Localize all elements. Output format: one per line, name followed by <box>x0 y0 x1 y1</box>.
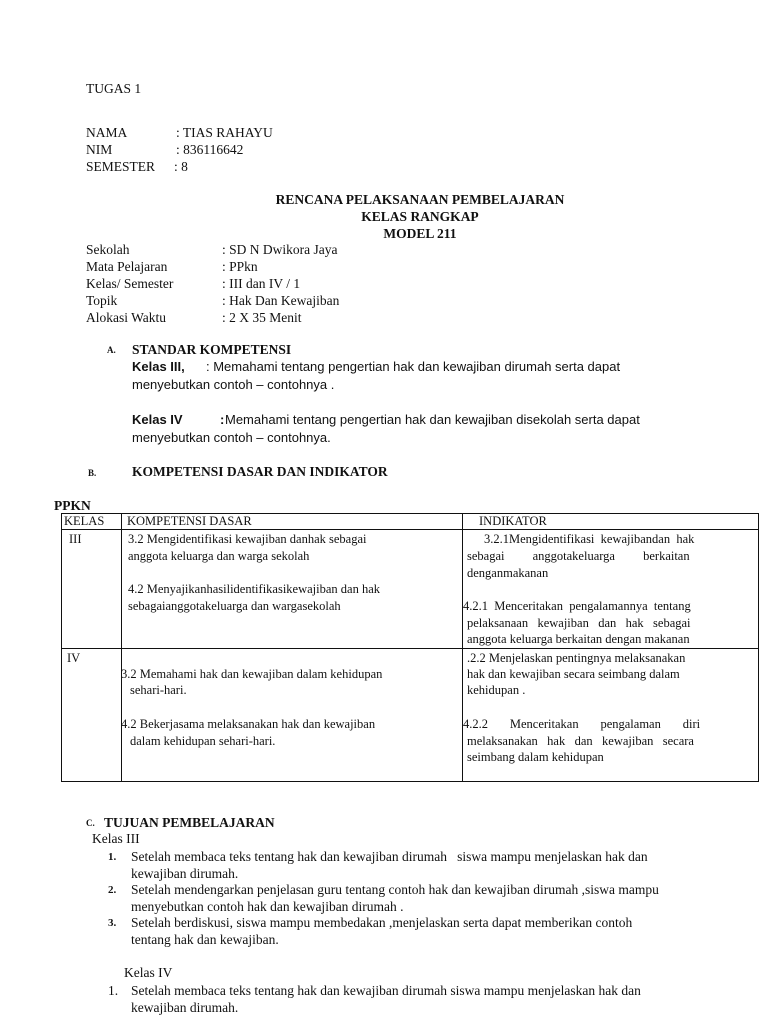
info-label: Alokasi Waktu <box>86 310 167 325</box>
info-value: : III dan IV / 1 <box>222 276 301 291</box>
kd-text: dalam kehidupan sehari-hari. <box>130 734 276 748</box>
list-number: 2. <box>108 884 117 896</box>
info-value: : Hak Dan Kewajiban <box>222 293 340 308</box>
indikator-text: 4.2.1 Menceritakan pengalamannya tentang <box>463 599 691 613</box>
doc-title-line3: MODEL 211 <box>383 226 457 241</box>
objective-text: tentang hak dan kewajiban. <box>131 932 279 947</box>
kelas3-standard-line2: menyebutkan contoh – contohnya . <box>132 377 335 392</box>
objective-text: kewajiban dirumah. <box>131 866 239 881</box>
kd-text: 4.2 Bekerjasama melaksanakan hak dan kewajiban <box>121 717 376 731</box>
objective-text: Setelah berdiskusi, siswa mampu membedakan ,menjelaskan serta dapat memberikan contoh <box>131 915 633 930</box>
kelas4-standard-line1: Memahami tentang pengertian hak dan kewajiban disekolah serta dapat <box>225 412 640 427</box>
semester-value: : 8 <box>174 159 188 174</box>
document-heading: TUGAS 1 <box>86 81 142 96</box>
doc-title-line2: KELAS RANGKAP <box>361 209 479 224</box>
indikator-text: seimbang dalam kehidupan <box>467 750 604 764</box>
kelas3-standard-line1: : Memahami tentang pengertian hak dan kewajiban dirumah serta dapat <box>206 359 621 374</box>
section-c-title: TUJUAN PEMBELAJARAN <box>104 815 275 830</box>
kd-text: 3.2 Mengidentifikasi kewajiban danhak sebagai <box>128 532 367 546</box>
info-value: : SD N Dwikora Jaya <box>222 242 338 257</box>
header-indikator: INDIKATOR <box>479 514 547 528</box>
kd-text: sehari-hari. <box>130 683 187 697</box>
kelas3-label: Kelas III, <box>132 359 185 374</box>
section-c-marker: C. <box>86 818 95 828</box>
indikator-text: 4.2.2 Menceritakan pengalaman diri <box>463 717 701 731</box>
list-number: 3. <box>108 917 117 929</box>
section-b-title: KOMPETENSI DASAR DAN INDIKATOR <box>132 464 388 479</box>
kelas4-colon: : <box>220 412 225 427</box>
section-a-title: STANDAR KOMPETENSI <box>132 342 292 357</box>
kelas3-subheading: Kelas III <box>92 831 140 846</box>
indikator-text: sebagai anggotakeluarga berkaitan <box>467 549 690 563</box>
objective-text: Setelah mendengarkan penjelasan guru tentang contoh hak dan kewajiban dirumah ,siswa mampu <box>131 882 659 897</box>
header-kompetensi-dasar: KOMPETENSI DASAR <box>127 514 252 528</box>
section-a-marker: A. <box>107 345 116 355</box>
list-number: 1. <box>108 983 119 998</box>
objective-text: Setelah membaca teks tentang hak dan kewajiban dirumah siswa mampu menjelaskan hak dan <box>131 983 641 998</box>
kelas4-label: Kelas IV <box>132 412 183 427</box>
list-number: 1. <box>108 851 117 863</box>
indikator-text: .2.2 Menjelaskan pentingnya melaksanakan <box>467 651 686 665</box>
info-label: Sekolah <box>86 242 130 257</box>
table-caption: PPKN <box>54 498 91 513</box>
kelas4-subheading: Kelas IV <box>124 965 173 980</box>
objective-text: Setelah membaca teks tentang hak dan kewajiban dirumah siswa mampu menjelaskan hak dan <box>131 849 648 864</box>
objective-text: kewajiban dirumah. <box>131 1000 239 1015</box>
section-b-marker: B. <box>88 468 97 478</box>
row-kelas: IV <box>67 651 81 665</box>
header-kelas: KELAS <box>64 514 105 528</box>
kd-text: anggota keluarga dan warga sekolah <box>128 549 310 563</box>
kd-text: 3.2 Memahami hak dan kewajiban dalam kehidupan <box>121 667 383 681</box>
indikator-text: hak dan kewajiban secara seimbang dalam <box>467 667 680 681</box>
info-label: Topik <box>86 293 118 308</box>
info-label: Kelas/ Semester <box>86 276 174 291</box>
indikator-text: 3.2.1Mengidentifikasi kewajibandan hak <box>484 532 695 546</box>
indikator-text: denganmakanan <box>467 566 549 580</box>
kd-text: sebagaianggotakeluarga dan wargasekolah <box>128 599 341 613</box>
indikator-text: melaksanakan hak dan kewajiban secara <box>467 734 694 748</box>
nim-value: : 836116642 <box>176 142 244 157</box>
doc-title-line1: RENCANA PELAKSANAAN PEMBELAJARAN <box>275 192 565 207</box>
info-value: : 2 X 35 Menit <box>222 310 302 325</box>
info-value: : PPkn <box>222 259 258 274</box>
semester-label: SEMESTER <box>86 159 156 174</box>
objective-text: menyebutkan contoh hak dan kewajiban dirumah . <box>131 899 404 914</box>
nim-label: NIM <box>86 142 113 157</box>
info-label: Mata Pelajaran <box>86 259 168 274</box>
kd-text: 4.2 Menyajikanhasilidentifikasikewajiban dan hak <box>128 582 381 596</box>
nama-value: : TIAS RAHAYU <box>176 125 273 140</box>
row-kelas: III <box>69 532 82 546</box>
kelas4-standard-line2: menyebutkan contoh – contohnya. <box>132 430 331 445</box>
indikator-text: kehidupan . <box>467 683 526 697</box>
indikator-text: anggota keluarga berkaitan dengan makanan <box>467 632 690 646</box>
indikator-text: pelaksanaan kewajiban dan hak sebagai <box>467 616 691 630</box>
nama-label: NAMA <box>86 125 128 140</box>
